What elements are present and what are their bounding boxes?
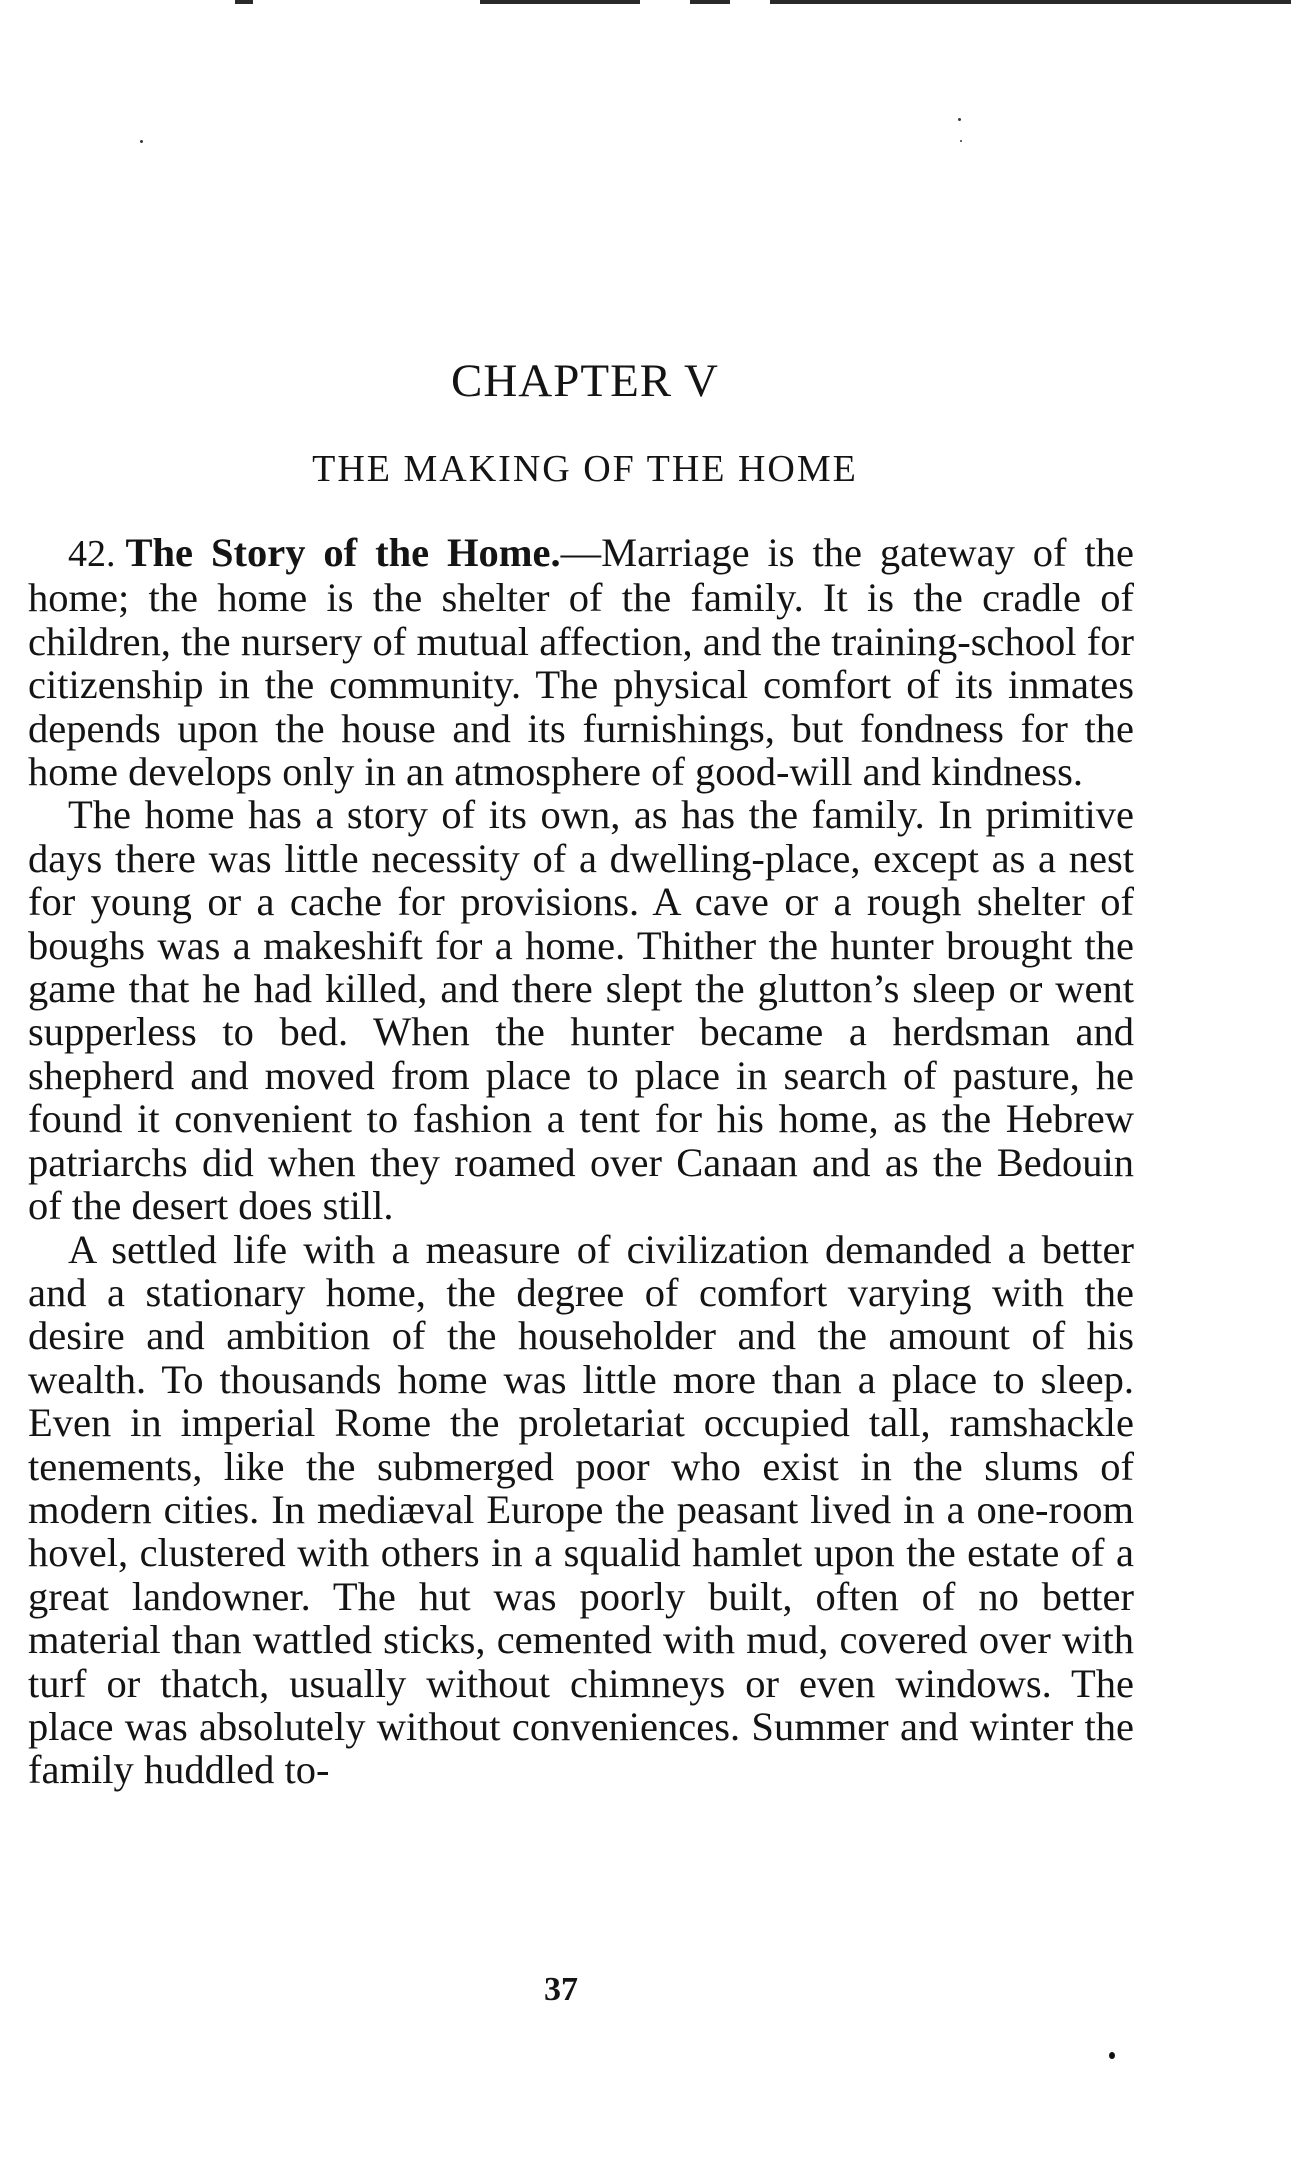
- body-text: [28, 531, 1134, 1792]
- scan-speck: [960, 140, 962, 142]
- paragraph: The home has a story of its own, as has the family. In primitive days there was little necessity of a dwelling-place, except as a nest for young or a cache for provisions. A cave or a rough shelter of boughs was a makeshift for a home. Thither the hunter brought the game that he had killed, and there slept the glutton’s sleep or went supperless to bed. When the hunter became a herdsman and shepherd and moved from place to place in search of pasture, he found it convenient to fashion a tent for his home, as the Hebrew patriarchs did when they roamed over Canaan and as the Bedouin of the desert does still.: [28, 792, 1134, 1229]
- chapter-title: CHAPTER V: [451, 355, 719, 407]
- scan-speck: [958, 118, 961, 121]
- section-heading: The Story of the Home.: [125, 530, 561, 575]
- scan-speck: [1109, 2052, 1115, 2059]
- chapter-subtitle: THE MAKING OF THE HOME: [312, 448, 858, 490]
- page-number: 37: [544, 1971, 578, 2008]
- paragraph: [28, 531, 1134, 793]
- paragraph-text: —Marriage is the gateway of the home; the home is the shelter of the family. It is the cradle of children, the nursery of mutual affection, and the training-school for citizenship in the community. The physical comfort of its inmates depends upon the house and its furnishings, but fondness for the home develops only in an atmosphere of good-will and kindness.: [28, 530, 1134, 795]
- scan-speck: [140, 140, 143, 143]
- section-number: 42.: [68, 533, 116, 575]
- top-edge-rule: [0, 0, 1291, 6]
- paragraph: A settled life with a measure of civilization demanded a better and a stationary home, the degree of comfort varying with the desire and ambition of the householder and the amount of his wealth. To thousands home was little more than a place to sleep. Even in imperial Rome the proletariat occupied tall, ramshackle tenements, like the submerged poor who exist in the slums of modern cities. In mediæval Europe the peasant lived in a one-room hovel, clustered with others in a squalid hamlet upon the estate of a great landowner. The hut was poorly built, often of no better material than wattled sticks, cemented with mud, covered over with turf or thatch, usually without chimneys or even windows. The place was absolutely without conveniences. Summer and winter the family huddled to-: [28, 1226, 1134, 1793]
